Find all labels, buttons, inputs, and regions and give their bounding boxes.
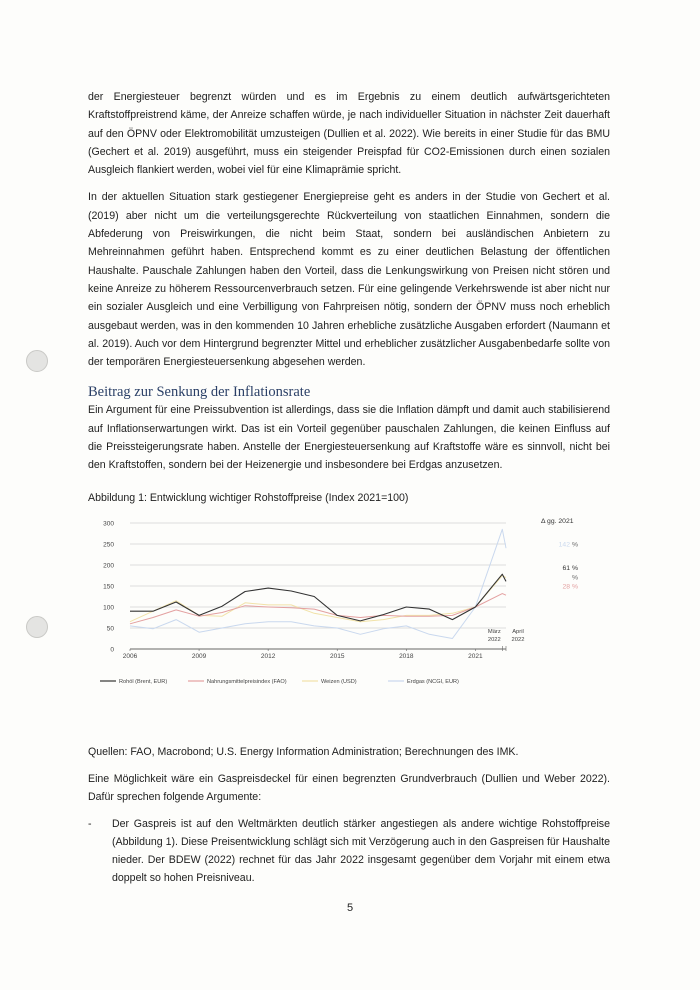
legend-label: Rohöl (Brent, EUR)	[119, 678, 168, 685]
argument-list	[88, 815, 610, 888]
change-unit: %	[572, 541, 579, 549]
paragraph-2: In der aktuellen Situation stark gestiegener Energiepreise geht es anders in der Studie von Gechert et al. (2019) aber nicht um die verteilungsgerechte Rückverteilung von staatlichen Einnahmen, sondern die Abfederung von Preiswirkungen, die nicht beim Staat, sondern bei ausländischen Anbietern zu Mehreinnahmen geführt haben. Entsprechend kommt es zu einer deutlichen Belastung der öffentlichen Haushalte. Pauschale Zahlungen haben den Vorteil, dass die Lenkungswirkung von Preisen nicht stören und keine Anreize zu höherem Ressourcenverbrauch setzen. Für eine gelingende Verkehrswende ist aber nicht nur ein sozialer Ausgleich und eine Verbilligung von Fahrpreisen nötig, sondern der ÖPNV muss noch erheblich ausgebaut werden, was in den kommenden 10 Jahren erhebliche zusätzliche Ausgaben erfordert (Naumann et al. 2019). Auch vor dem Hintergrund begrenzter Mittel und erheblicher zusätzlicher Ausgabenbedarfe sollte von der temporären Energiesteuersenkung abgesehen werden.	[88, 191, 610, 369]
figure-caption: Abbildung 1: Entwicklung wichtiger Rohstoffpreise (Index 2021=100)	[88, 491, 409, 504]
list-item	[88, 815, 610, 888]
list-item-text: Der Gaspreis ist auf den Weltmärkten deutlich stärker angestiegen als andere wichtige Rohstoffpreise (Abbildung 1). Diese Preisentwicklung schlägt sich mit Verzögerung auch in den Gaspreisen für Haushalte nieder. Der BDEW (2022) rechnet für das Jahr 2022 insgesamt gegenüber dem Vorjahr mit einem etwa doppelt so hohen Preisniveau.	[112, 817, 610, 885]
period-label-year: 2022	[511, 636, 525, 643]
period-label-month: April	[512, 628, 524, 635]
y-tick-label: 0	[110, 646, 114, 654]
change-unit: %	[572, 564, 579, 572]
x-tick-label: 2015	[329, 652, 345, 660]
y-tick-label: 300	[103, 520, 114, 528]
y-tick-label: 50	[106, 625, 114, 633]
period-label-year: 2022	[487, 636, 501, 643]
figure-sources: Quellen: FAO, Macrobond; U.S. Energy Information Administration; Berechnungen des IMK.	[88, 745, 519, 758]
list-dash: -	[88, 817, 92, 830]
x-tick-label: 2006	[122, 652, 138, 660]
y-tick-label: 250	[103, 541, 114, 549]
y-tick-label: 150	[103, 583, 114, 591]
change-unit: %	[572, 583, 579, 591]
x-tick-label: 2018	[399, 652, 414, 660]
paragraph-1: der Energiesteuer begrenzt würden und es im Ergebnis zu einem deutlich aufwärtsgerichteten Kraftstoffpreistrend käme, der Anreize schaffen würde, je nach individueller Situation in nächster Zeit dauerhaft auf den ÖPNV oder Elektromobilität umzusteigen (Dullien et al. 2022). Wie bereits in einer Studie für das BMU (Gechert et al. 2019) ausgeführt, muss ein steigender Preispfad für CO2-Emissionen durch einen sozialen Ausgleich flankiert werden, wobei viel für eine Klimaprämie spricht.	[88, 91, 610, 177]
legend-label: Weizen (USD)	[321, 678, 357, 685]
y-tick-label: 200	[103, 562, 114, 570]
punch-hole-top	[26, 350, 48, 372]
change-value: 142	[558, 541, 570, 549]
x-tick-label: 2021	[468, 652, 483, 660]
commodity-price-chart	[88, 515, 610, 705]
change-value: 61	[562, 564, 570, 572]
change-unit: %	[572, 573, 579, 581]
paragraph-3: Ein Argument für eine Preissubvention ist allerdings, dass sie die Inflation dämpft und damit auch stabilisierend auf Inflationserwartungen wirkt. Das ist ein Vorteil gegenüber pauschalen Zahlungen, die keinen Einfluss auf die Preissteigerungsrate haben. Anstelle der Energiesteuersenkung auf Kraftstoffe wäre es sinnvoll, nicht bei den Kraftstoffen, sondern bei der Heizenergie und insbesondere bei Erdgas anzusetzen.	[88, 404, 610, 472]
y-tick-label: 100	[103, 604, 114, 612]
page-content	[88, 88, 610, 888]
change-value: 28	[562, 583, 570, 591]
x-tick-label: 2009	[191, 652, 207, 660]
legend-label: Erdgas (NCGI, EUR)	[407, 678, 459, 685]
series-line	[130, 529, 506, 638]
legend-label: Nahrungsmittelpreisindex (FAO)	[207, 678, 287, 685]
series-line	[130, 575, 506, 621]
paragraph-4: Eine Möglichkeit wäre ein Gaspreisdeckel für einen begrenzten Grundverbrauch (Dullien und Weber 2022). Dafür sprechen folgende Argumente:	[88, 772, 610, 804]
punch-hole-bottom	[26, 616, 48, 638]
period-label-month: März	[487, 628, 501, 635]
series-line	[130, 593, 506, 623]
change-header: Δ gg. 2021	[541, 517, 574, 525]
section-heading: Beitrag zur Senkung der Inflationsrate	[88, 384, 311, 401]
page-number: 5	[346, 902, 354, 914]
x-tick-label: 2012	[260, 652, 276, 660]
